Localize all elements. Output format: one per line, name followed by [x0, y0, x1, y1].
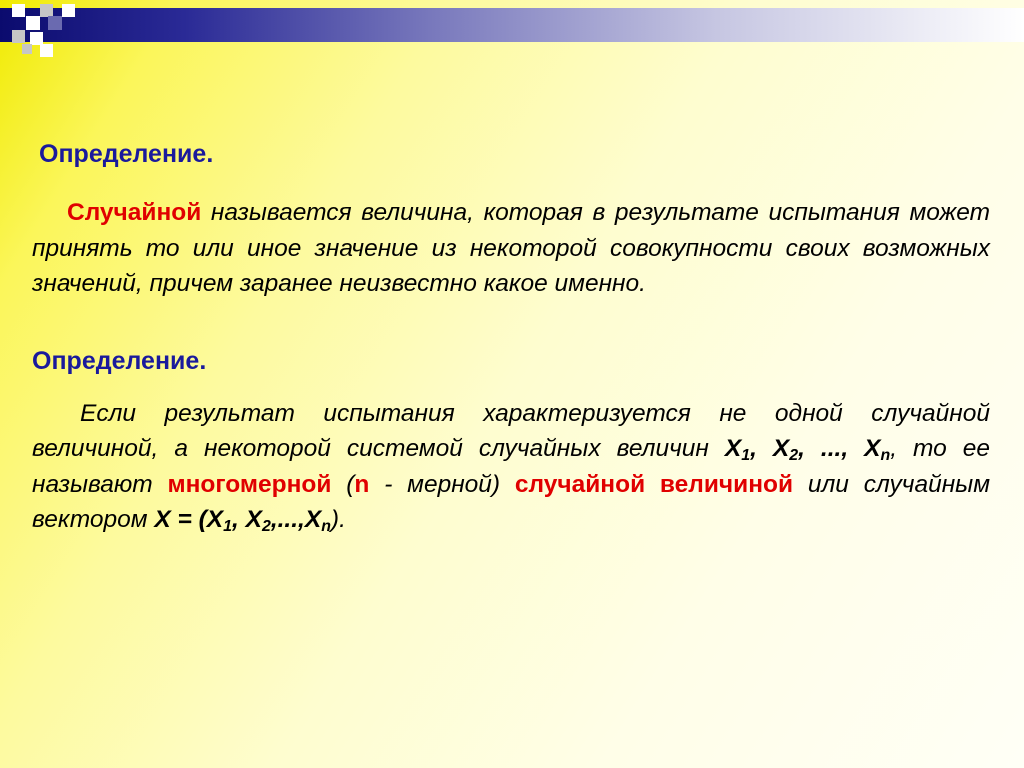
title-bar-decoration [0, 8, 1024, 42]
term-multidimensional: многомерной [167, 470, 332, 498]
definition-text: Если результат испытания характеризуется не одной случайной величиной, а некоторой системой случайных величин $X_1$, $X_2$, ..., $X_n$, то ее называют многомерной (n - мерной) случайной величиной или случайным вектором $X = (X_1$, $X_2,...,X_n$). [32, 399, 990, 535]
term-random: Случайной [67, 199, 202, 226]
definition-heading: Определение. [39, 140, 214, 168]
definition-text: Случайной называется величина, которая в результате испытания может принять то или иное значение из некоторой совокупности своих возможных значений, причем заранее неизвестно какое именно. [32, 199, 990, 297]
definition-heading: Определение. [32, 346, 207, 375]
slide-content [32, 140, 990, 538]
term-random-variable: случайной величиной [514, 470, 794, 498]
